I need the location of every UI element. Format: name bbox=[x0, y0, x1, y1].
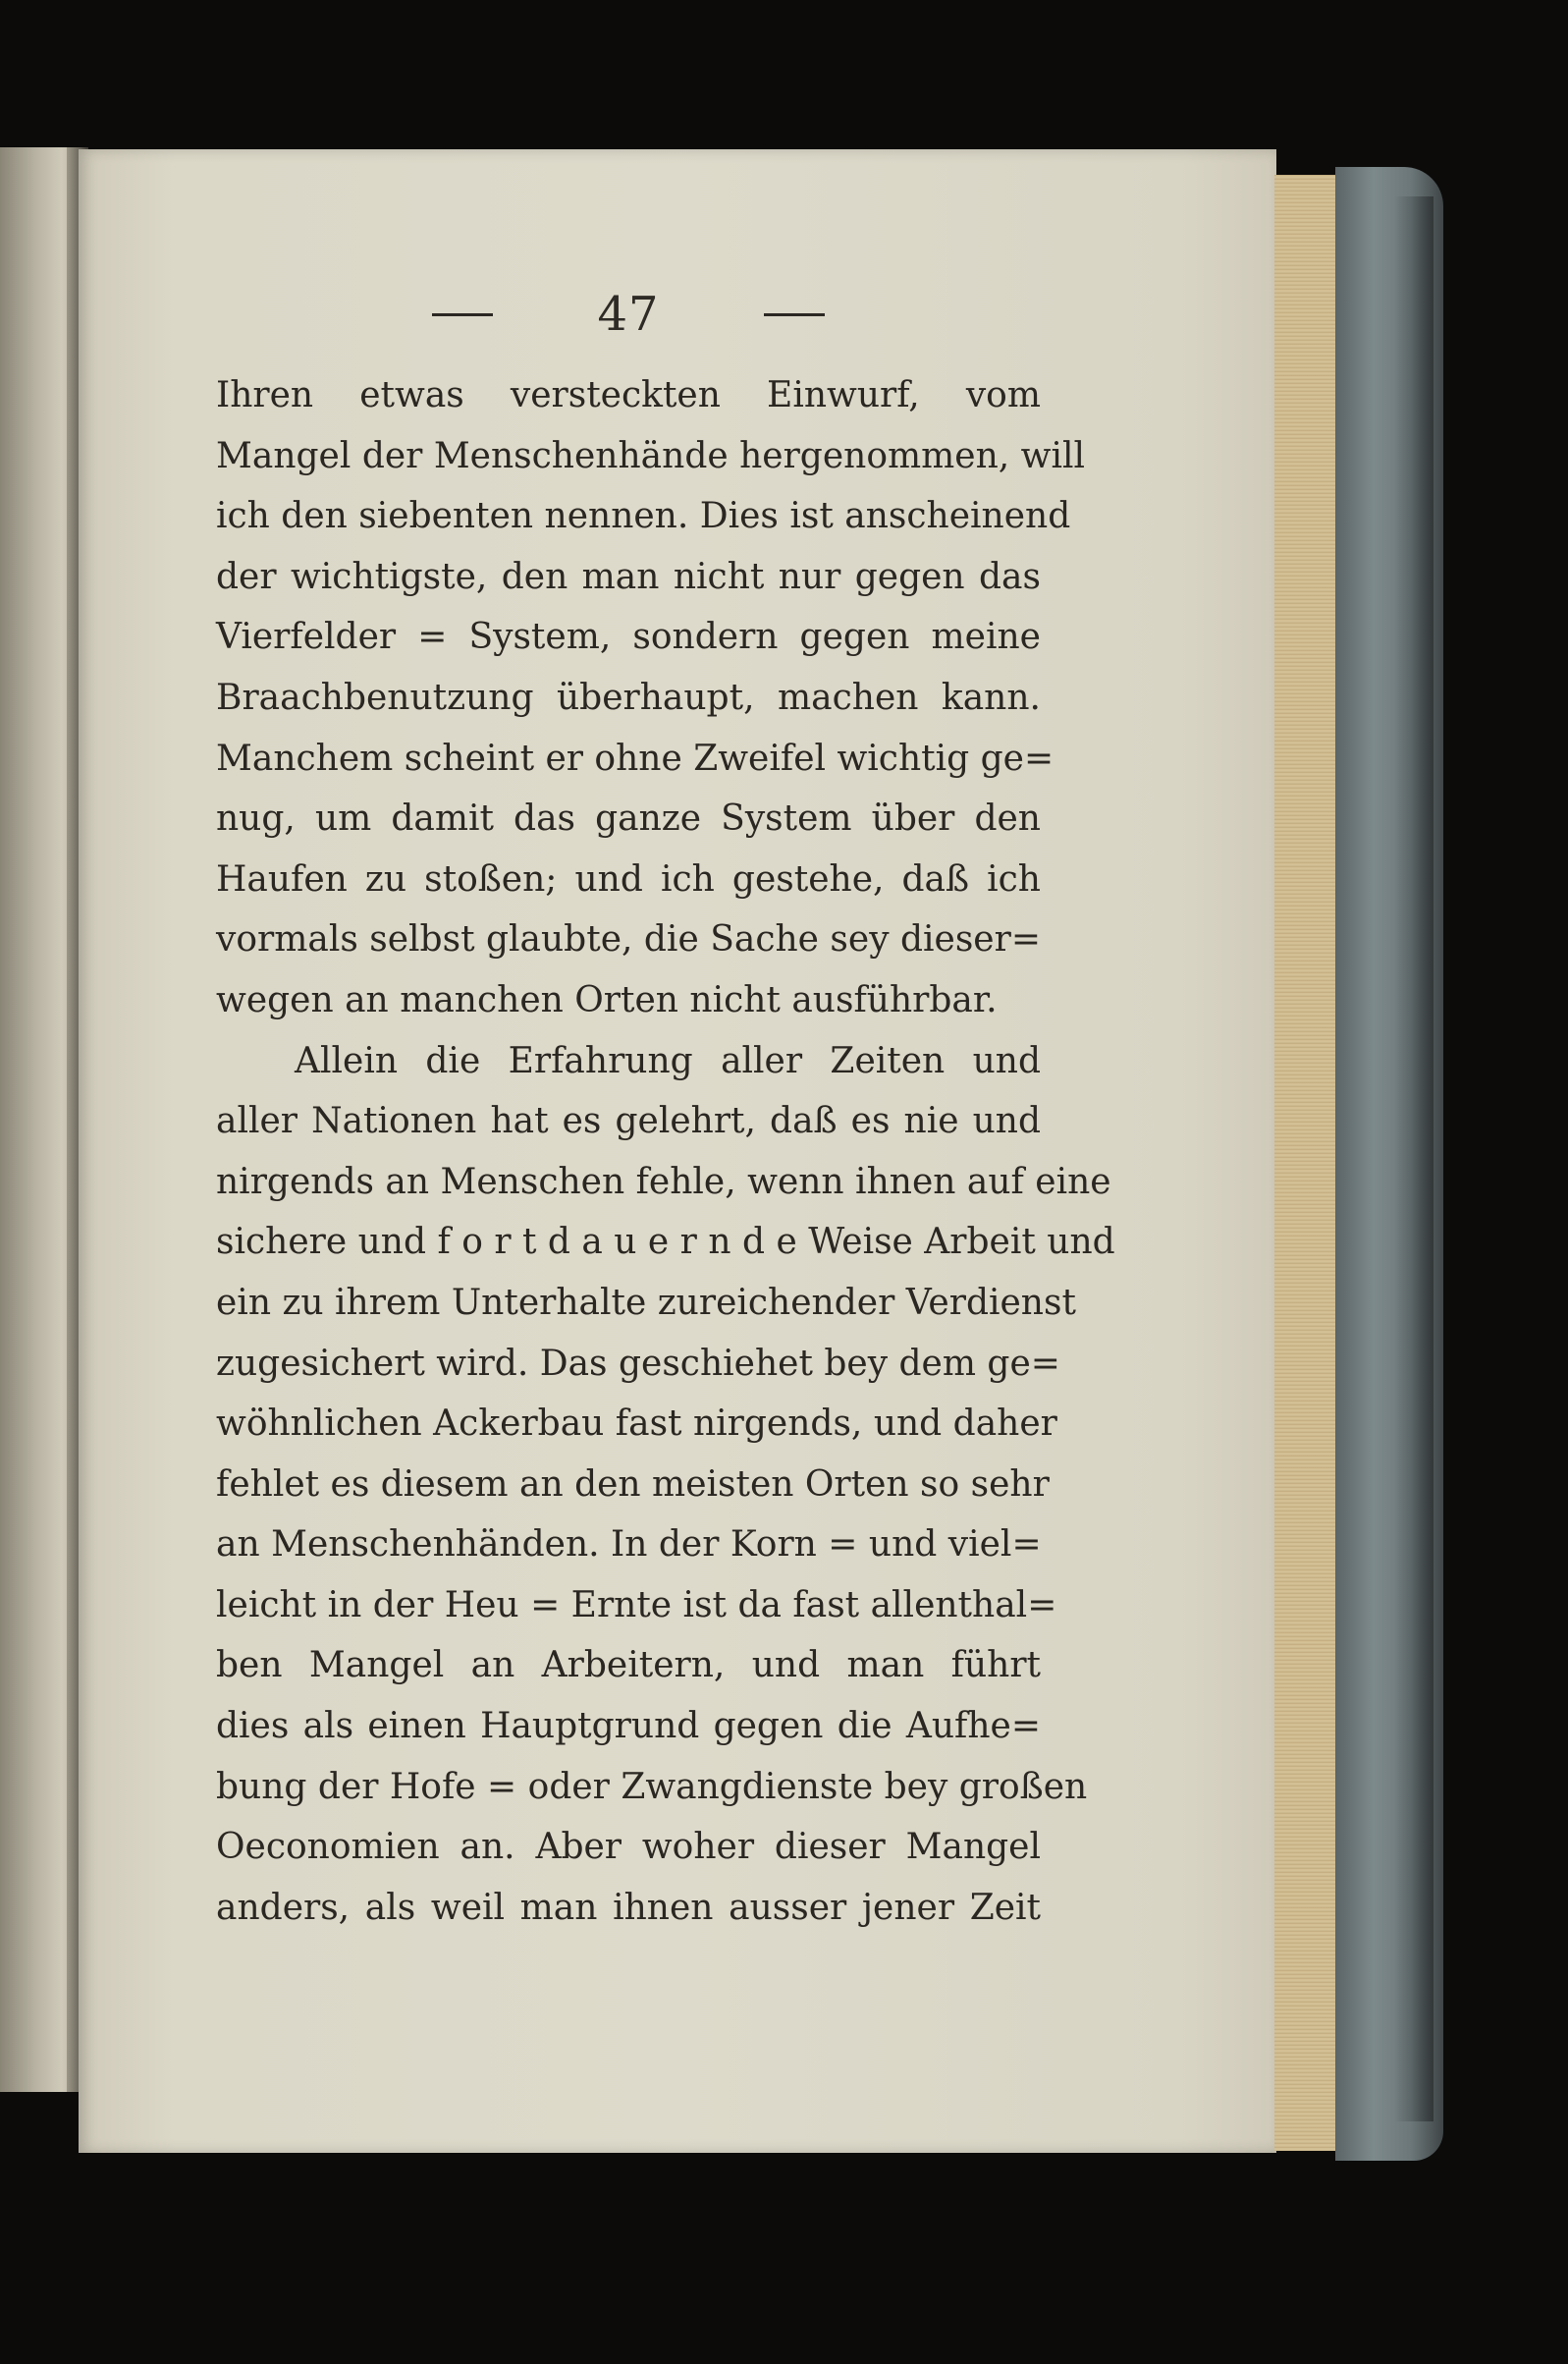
text-line: der wichtigste, den man nicht nur gegen das bbox=[216, 556, 1041, 597]
text-line: Braachbenutzung überhaupt, machen kann. bbox=[216, 677, 1041, 718]
text-line: nirgends an Menschen fehle, wenn ihnen auf eine bbox=[216, 1161, 1111, 1202]
text-line: Haufen zu stoßen; und ich gestehe, daß ich bbox=[216, 858, 1041, 900]
text-line: an Menschenhänden. In der Korn = und viel= bbox=[216, 1524, 1042, 1566]
text-line: sichere und f o r t d a u e r n d e Weise Arbeit und bbox=[216, 1222, 1115, 1263]
page-number: 47 bbox=[597, 287, 660, 342]
text-line: Allein die Erfahrung aller Zeiten und bbox=[295, 1040, 1041, 1081]
text-line: Manchem scheint er ohne Zweifel wichtig ge= bbox=[216, 738, 1054, 779]
text-line: Mangel der Menschenhände hergenommen, will bbox=[216, 435, 1086, 476]
page-block-edges bbox=[1274, 175, 1337, 2151]
text-line: Oeconomien an. Aber woher dieser Mangel bbox=[216, 1827, 1041, 1868]
text-line: wöhnlichen Ackerbau fast nirgends, und daher bbox=[216, 1403, 1057, 1445]
text-line: leicht in der Heu = Ernte ist da fast allenthal= bbox=[216, 1584, 1057, 1625]
body-text bbox=[216, 365, 1115, 1938]
text-line: vormals selbst glaubte, die Sache sey dieser= bbox=[216, 919, 1041, 961]
text-line: nug, um damit das ganze System über den bbox=[216, 798, 1041, 840]
text-line: ich den siebenten nennen. Dies ist anscheinend bbox=[216, 496, 1071, 537]
text-line: dies als einen Hauptgrund gegen die Aufhe= bbox=[216, 1706, 1041, 1747]
cover-shadow bbox=[1394, 196, 1433, 2121]
text-line: zugesichert wird. Das geschiehet bey dem ge= bbox=[216, 1343, 1060, 1384]
header-dash-left bbox=[432, 313, 493, 316]
text-line: fehlet es diesem an den meisten Orten so sehr bbox=[216, 1463, 1050, 1505]
facing-page-edge bbox=[0, 147, 77, 2092]
text-line: ben Mangel an Arbeitern, und man führt bbox=[216, 1645, 1041, 1686]
page-header bbox=[432, 285, 825, 344]
text-line: anders, als weil man ihnen ausser jener Zeit bbox=[216, 1887, 1041, 1928]
text-line: aller Nationen hat es gelehrt, daß es nie und bbox=[216, 1101, 1041, 1142]
text-line: ein zu ihrem Unterhalte zureichender Verdienst bbox=[216, 1282, 1076, 1323]
text-line: Ihren etwas versteckten Einwurf, vom bbox=[216, 375, 1041, 415]
header-dash-right bbox=[764, 313, 825, 316]
text-line: Vierfelder = System, sondern gegen meine bbox=[216, 617, 1041, 658]
text-line: wegen an manchen Orten nicht ausführbar. bbox=[216, 979, 998, 1020]
text-line: bung der Hofe = oder Zwangdienste bey großen bbox=[216, 1766, 1088, 1807]
